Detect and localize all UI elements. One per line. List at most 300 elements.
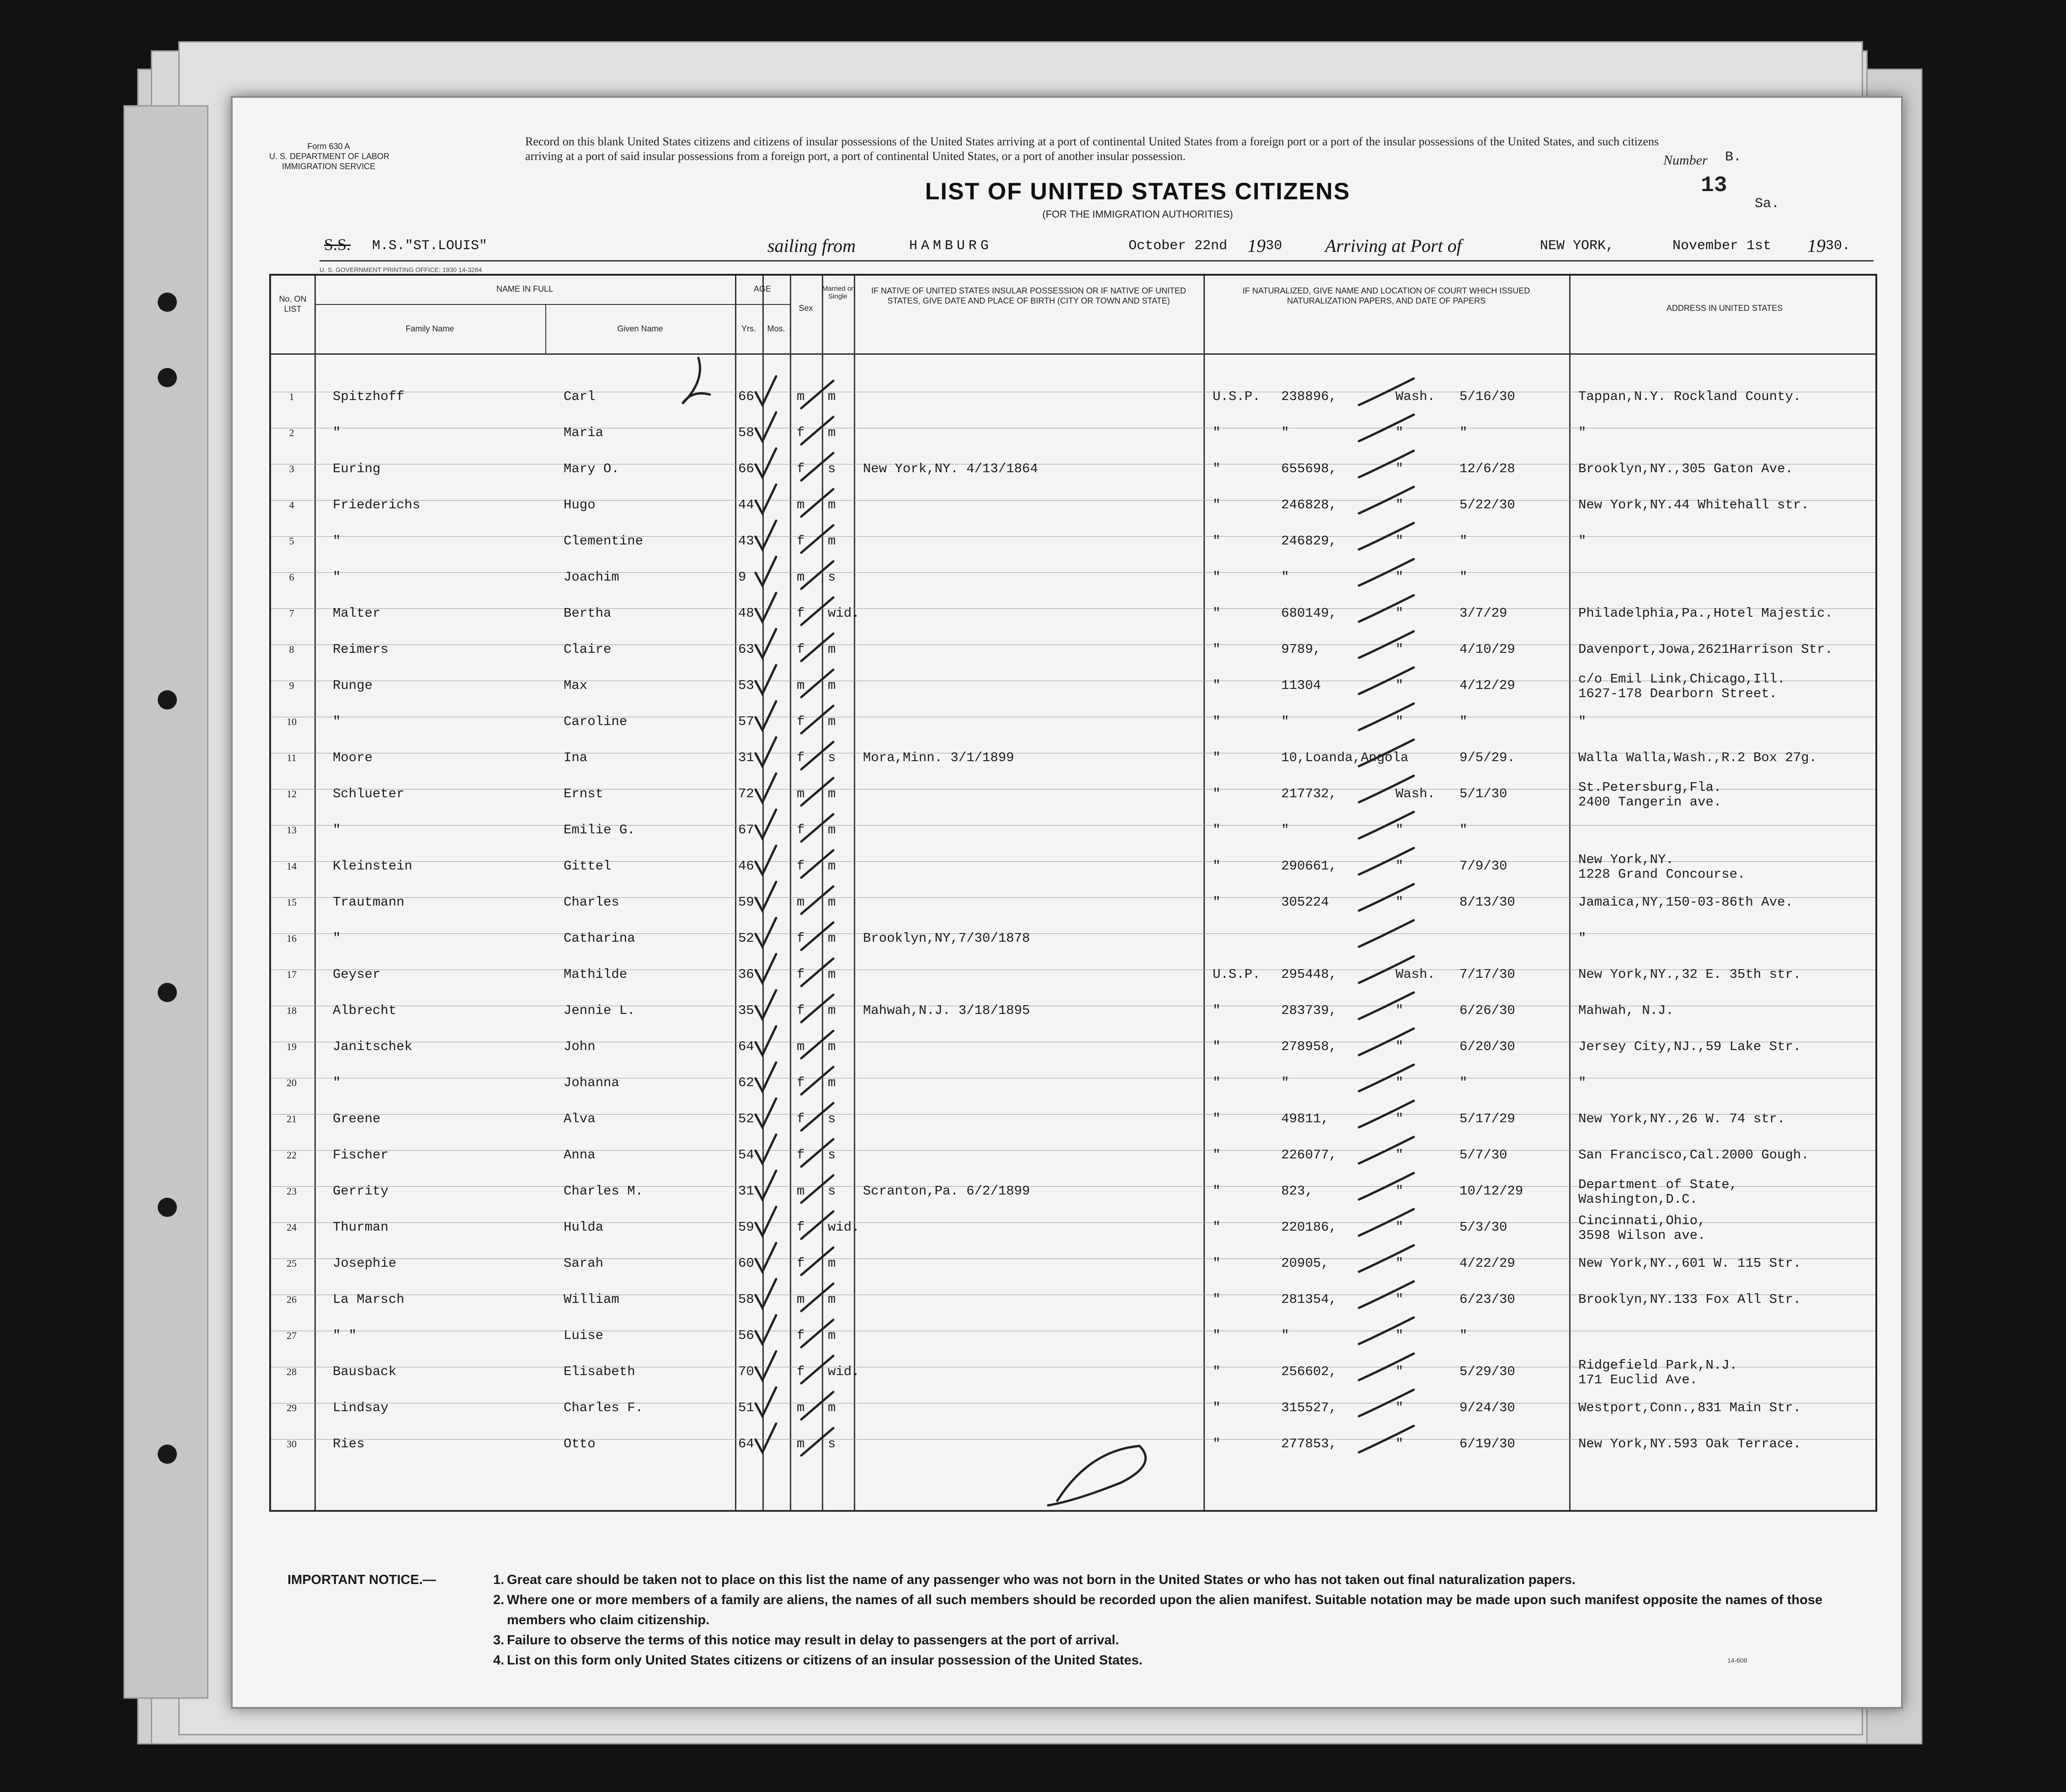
- cell-family: ": [333, 822, 341, 837]
- cell-no: 6: [289, 571, 294, 583]
- header-sex: Sex: [799, 304, 813, 313]
- cell-family: Gerrity: [333, 1184, 389, 1199]
- cell-given: Caroline: [564, 714, 628, 729]
- page-title: LIST OF UNITED STATES CITIZENS: [925, 178, 1351, 205]
- cell-sex: f: [797, 859, 805, 874]
- arrival-year-prefix: 19: [1807, 235, 1826, 256]
- cell-given: Sarah: [564, 1256, 604, 1271]
- cell-paper-date: 5/17/29: [1459, 1111, 1515, 1126]
- cell-age: 58: [738, 1292, 754, 1307]
- cell-marital: m: [828, 425, 836, 440]
- cell-given: Emilie G.: [564, 822, 635, 837]
- cell-family: Trautmann: [333, 895, 405, 910]
- cell-sex: m: [797, 1292, 805, 1307]
- cell-paper-date: 5/3/30: [1459, 1220, 1507, 1235]
- cell-paper-loc: ": [1395, 1111, 1404, 1126]
- checkmark: [756, 701, 776, 730]
- cell-age: 62: [738, 1075, 754, 1090]
- cell-birth: Mahwah,N.J. 3/18/1895: [863, 1003, 1030, 1018]
- cell-paper-loc: Wash.: [1395, 389, 1436, 404]
- checkmark: [756, 882, 776, 911]
- cell-paper-no: 315527,: [1281, 1400, 1337, 1415]
- cell-sex: f: [797, 750, 805, 765]
- cell-sex: f: [797, 1111, 805, 1126]
- cell-address1: Philadelphia,Pa.,Hotel Majestic.: [1578, 606, 1833, 621]
- checkmark: [756, 773, 776, 802]
- cell-court: ": [1213, 714, 1221, 729]
- cell-court: ": [1213, 1400, 1221, 1415]
- checkmark: [756, 737, 776, 766]
- cell-age: 48: [738, 606, 754, 621]
- cell-birth: Scranton,Pa. 6/2/1899: [863, 1184, 1030, 1199]
- cell-age: 64: [738, 1039, 754, 1054]
- cell-address1: New York,NY.: [1578, 852, 1674, 867]
- checkmark: [756, 1243, 776, 1272]
- cell-court: ": [1213, 1003, 1221, 1018]
- cell-court: ": [1213, 497, 1221, 512]
- header-name-in-full: NAME IN FULL: [496, 284, 554, 293]
- cell-given: Charles M.: [564, 1184, 644, 1199]
- cell-paper-loc: ": [1395, 1292, 1404, 1307]
- cell-marital: s: [828, 1184, 836, 1199]
- cell-paper-no: 246828,: [1281, 497, 1337, 512]
- cell-sex: m: [797, 497, 805, 512]
- cell-paper-loc: ": [1395, 1400, 1404, 1415]
- cell-no: 27: [287, 1330, 297, 1341]
- checkmark: [756, 665, 776, 694]
- number-label: Number: [1663, 153, 1708, 168]
- cell-address1: St.Petersburg,Fla.: [1578, 780, 1722, 795]
- header-age: AGE: [753, 284, 771, 293]
- cell-marital: m: [828, 822, 836, 837]
- sheet-number: 13: [1701, 173, 1727, 198]
- checkmark: [756, 412, 776, 441]
- cell-address1: Ridgefield Park,N.J.: [1578, 1358, 1738, 1373]
- cell-marital: m: [828, 497, 836, 512]
- cell-age: 66: [738, 389, 754, 404]
- port-from: HAMBURG: [909, 238, 993, 254]
- cell-given: John: [564, 1039, 596, 1054]
- binder-hole: [158, 1445, 177, 1464]
- cell-paper-no: 277853,: [1281, 1436, 1337, 1451]
- cell-birth: Brooklyn,NY,7/30/1878: [863, 931, 1030, 946]
- cell-sex: f: [797, 425, 805, 440]
- cell-marital: m: [828, 1292, 836, 1307]
- cell-given: Max: [564, 678, 588, 693]
- cell-given: Charles: [564, 895, 619, 910]
- cell-given: Mary O.: [564, 461, 619, 476]
- checkmark: [756, 1135, 776, 1163]
- cell-birth: Mora,Minn. 3/1/1899: [863, 750, 1014, 765]
- cell-age: 70: [738, 1364, 754, 1379]
- cell-sex: f: [797, 1256, 805, 1271]
- cell-marital: m: [828, 389, 836, 404]
- cell-paper-loc: ": [1395, 714, 1404, 729]
- cell-given: Ina: [564, 750, 588, 765]
- vessel-name: M.S."ST.LOUIS": [372, 238, 488, 254]
- cell-paper-no: ": [1281, 822, 1289, 837]
- checkmark: [756, 448, 776, 477]
- cell-paper-loc: ": [1395, 1328, 1404, 1343]
- cell-sex: f: [797, 1220, 805, 1235]
- cell-paper-date: ": [1459, 570, 1468, 585]
- cell-paper-no: 226077,: [1281, 1147, 1337, 1163]
- cell-family: Ries: [333, 1436, 365, 1451]
- cell-no: 7: [289, 608, 294, 619]
- cell-no: 4: [289, 499, 294, 511]
- cell-marital: m: [828, 1075, 836, 1090]
- cell-court: ": [1213, 1075, 1221, 1090]
- cell-paper-no: 305224: [1281, 895, 1329, 910]
- cell-no: 13: [287, 824, 297, 836]
- cell-family: ": [333, 1075, 341, 1090]
- checkmark: [756, 629, 776, 658]
- cell-age: 54: [738, 1147, 754, 1163]
- cell-sex: f: [797, 642, 805, 657]
- cell-paper-no: 220186,: [1281, 1220, 1337, 1235]
- cell-family: Fischer: [333, 1147, 389, 1163]
- manifest-page: [231, 96, 1903, 1709]
- cell-age: 59: [738, 895, 754, 910]
- cell-paper-loc: ": [1395, 570, 1404, 585]
- cell-paper-date: 5/29/30: [1459, 1364, 1515, 1379]
- cell-sex: f: [797, 714, 805, 729]
- cell-family: Moore: [333, 750, 373, 765]
- cell-paper-no: 238896,: [1281, 389, 1337, 404]
- cell-paper-no: 655698,: [1281, 461, 1337, 476]
- cell-court: ": [1213, 1111, 1221, 1126]
- cell-paper-no: 290661,: [1281, 859, 1337, 874]
- cell-marital: m: [828, 859, 836, 874]
- cell-address1: Brooklyn,NY.133 Fox All Str.: [1578, 1292, 1801, 1307]
- cell-no: 15: [287, 896, 297, 908]
- cell-family: Spitzhoff: [333, 389, 405, 404]
- cell-court: ": [1213, 1256, 1221, 1271]
- cell-family: ": [333, 533, 341, 549]
- cell-paper-date: 5/1/30: [1459, 786, 1507, 801]
- checkmark: [756, 846, 776, 875]
- checkmark: [756, 1424, 776, 1452]
- cell-paper-loc: Wash.: [1395, 786, 1436, 801]
- header-mos: Mos.: [767, 324, 785, 333]
- cell-family: Janitschek: [333, 1039, 413, 1054]
- cell-paper-loc: ": [1395, 1075, 1404, 1090]
- cell-marital: m: [828, 931, 836, 946]
- cell-address1: New York,NY.593 Oak Terrace.: [1578, 1436, 1801, 1451]
- arrival-year: 30.: [1826, 238, 1851, 254]
- cell-sex: f: [797, 967, 805, 982]
- cell-paper-date: ": [1459, 714, 1468, 729]
- cell-court: ": [1213, 1039, 1221, 1054]
- cell-age: 59: [738, 1220, 754, 1235]
- cell-paper-loc: ": [1395, 606, 1404, 621]
- cell-family: Kleinstein: [333, 859, 413, 874]
- cell-age: 72: [738, 786, 754, 801]
- cell-paper-loc: ": [1395, 642, 1404, 657]
- cell-marital: m: [828, 678, 836, 693]
- cell-family: ": [333, 714, 341, 729]
- cell-age: 46: [738, 859, 754, 874]
- cell-no: 1: [289, 391, 294, 402]
- checkmark: [756, 1062, 776, 1091]
- cell-family: Malter: [333, 606, 381, 621]
- cell-age: 43: [738, 533, 754, 549]
- cell-paper-loc: ": [1395, 859, 1404, 874]
- cell-age: 51: [738, 1400, 754, 1415]
- arrival-date: November 1st: [1672, 238, 1772, 254]
- cell-family: Euring: [333, 461, 381, 476]
- cell-address1: New York,NY.,32 E. 35th str.: [1578, 967, 1801, 982]
- cell-given: Maria: [564, 425, 604, 440]
- cell-paper-no: 256602,: [1281, 1364, 1337, 1379]
- cell-address1: Cincinnati,Ohio,: [1578, 1213, 1706, 1228]
- cell-paper-date: 7/9/30: [1459, 859, 1507, 874]
- cell-sex: f: [797, 1075, 805, 1090]
- checkmark: [756, 593, 776, 622]
- cell-address2: 1228 Grand Concourse.: [1578, 867, 1746, 882]
- cell-family: Bausback: [333, 1364, 397, 1379]
- cell-paper-date: ": [1459, 425, 1468, 440]
- cell-sex: m: [797, 1039, 805, 1054]
- cell-paper-date: ": [1459, 822, 1468, 837]
- cell-paper-no: 295448,: [1281, 967, 1337, 982]
- cell-family: Schlueter: [333, 786, 405, 801]
- cell-address1: Mahwah, N.J.: [1578, 1003, 1674, 1018]
- cell-age: 53: [738, 678, 754, 693]
- cell-no: 2: [289, 427, 294, 438]
- department: U. S. DEPARTMENT OF LABOR: [269, 152, 390, 161]
- cell-address1: New York,NY.44 Whitehall str.: [1578, 497, 1809, 512]
- cell-paper-loc: ": [1395, 533, 1404, 549]
- cell-sex: m: [797, 1184, 805, 1199]
- cell-given: Jennie L.: [564, 1003, 635, 1018]
- printer-note: U. S. GOVERNMENT PRINTING OFFICE: 1930 14-3284: [319, 266, 482, 273]
- cell-no: 28: [287, 1366, 297, 1377]
- cell-address1: Tappan,N.Y. Rockland County.: [1578, 389, 1801, 404]
- cell-paper-no: 680149,: [1281, 606, 1337, 621]
- binder-hole: [158, 293, 177, 312]
- cell-paper-loc: ": [1395, 1039, 1404, 1054]
- cell-no: 19: [287, 1041, 297, 1052]
- cell-address1: New York,NY.,601 W. 115 Str.: [1578, 1256, 1801, 1271]
- cell-address1: ": [1578, 931, 1587, 946]
- header-yrs: Yrs.: [741, 324, 756, 333]
- cell-age: 56: [738, 1328, 754, 1343]
- notice-item-number: 1.: [493, 1573, 505, 1587]
- cell-paper-date: 9/5/29.: [1459, 750, 1515, 765]
- cell-paper-loc: ": [1395, 1003, 1404, 1018]
- cell-address1: San Francisco,Cal.2000 Gough.: [1578, 1147, 1809, 1163]
- form-instructions: Record on this blank United States citizens and citizens of insular possessions of the United States arriving at a port of continental United States from a foreign port or a port of the insular possessions of the United States, and such citizens arriving at a port of said insular possessions from a foreign port, a port of continental United States, or a port of another insular possession.: [525, 135, 1659, 163]
- cell-paper-loc: ": [1395, 1436, 1404, 1451]
- cell-paper-date: 5/16/30: [1459, 389, 1515, 404]
- cell-address1: c/o Emil Link,Chicago,Ill.: [1578, 672, 1785, 687]
- cell-no: 9: [289, 680, 294, 691]
- cell-court: ": [1213, 1220, 1221, 1235]
- cell-marital: m: [828, 642, 836, 657]
- cell-sex: f: [797, 1003, 805, 1018]
- cell-family: Greene: [333, 1111, 381, 1126]
- cell-marital: m: [828, 967, 836, 982]
- cell-birth: New York,NY. 4/13/1864: [863, 461, 1038, 476]
- cell-address1: ": [1578, 533, 1587, 549]
- checkmark: [756, 1279, 776, 1308]
- cell-no: 18: [287, 1005, 297, 1016]
- cell-marital: m: [828, 1039, 836, 1054]
- cell-no: 21: [287, 1113, 297, 1125]
- cell-marital: m: [828, 714, 836, 729]
- cell-address2: 1627-178 Dearborn Street.: [1578, 686, 1778, 701]
- cell-address2: 171 Euclid Ave.: [1578, 1372, 1698, 1387]
- cell-court: ": [1213, 570, 1221, 585]
- cell-given: Johanna: [564, 1075, 619, 1090]
- cell-marital: m: [828, 533, 836, 549]
- cell-marital: m: [828, 1256, 836, 1271]
- cell-paper-date: 6/20/30: [1459, 1039, 1515, 1054]
- cell-paper-date: 10/12/29: [1459, 1184, 1523, 1199]
- cell-sex: f: [797, 1364, 805, 1379]
- cell-marital: m: [828, 895, 836, 910]
- cell-sex: m: [797, 389, 805, 404]
- cell-age: 52: [738, 931, 754, 946]
- cell-paper-no: 9789,: [1281, 642, 1321, 657]
- cell-given: Clementine: [564, 533, 644, 549]
- notice-item-text: Great care should be taken not to place on this list the name of any passenger who was not born in the United States or who has not taken out final naturalization papers.: [507, 1573, 1576, 1587]
- cell-age: 58: [738, 425, 754, 440]
- notice-item-text: Where one or more members of a family are aliens, the names of all such members should be recorded upon the alien manifest. Suitable notation may be made upon such manifest opposite the names of those members who claim citizenship.: [507, 1593, 1823, 1627]
- cell-given: William: [564, 1292, 619, 1307]
- cell-no: 3: [289, 463, 294, 475]
- cell-age: 52: [738, 1111, 754, 1126]
- checkmark: [756, 1026, 776, 1055]
- cell-court: ": [1213, 461, 1221, 476]
- cell-address1: ": [1578, 714, 1587, 729]
- cell-no: 16: [287, 933, 297, 944]
- cell-sex: f: [797, 1147, 805, 1163]
- cell-given: Hugo: [564, 497, 596, 512]
- cell-age: 35: [738, 1003, 754, 1018]
- cell-paper-no: 49811,: [1281, 1111, 1329, 1126]
- cell-family: Geyser: [333, 967, 381, 982]
- cell-marital: s: [828, 461, 836, 476]
- cell-address1: ": [1578, 1075, 1587, 1090]
- binder-hole: [158, 983, 177, 1002]
- cell-paper-date: ": [1459, 1328, 1468, 1343]
- cell-paper-no: ": [1281, 570, 1289, 585]
- cell-paper-no: ": [1281, 425, 1289, 440]
- cell-paper-loc: ": [1395, 461, 1404, 476]
- cell-age: 9: [738, 570, 746, 585]
- cell-given: Joachim: [564, 570, 619, 585]
- cell-court: ": [1213, 642, 1221, 657]
- cell-given: Luise: [564, 1328, 604, 1343]
- cell-court: ": [1213, 606, 1221, 621]
- cell-age: 63: [738, 642, 754, 657]
- cell-paper-date: 5/22/30: [1459, 497, 1515, 512]
- cell-family: Reimers: [333, 642, 389, 657]
- cell-marital: m: [828, 1400, 836, 1415]
- cell-sex: f: [797, 533, 805, 549]
- cell-paper-no: ": [1281, 1328, 1289, 1343]
- checkmark: [756, 1351, 776, 1380]
- checkmark: [756, 918, 776, 947]
- cell-given: Alva: [564, 1111, 596, 1126]
- cell-no: 20: [287, 1077, 297, 1088]
- sailing-from-label: sailing from: [767, 235, 856, 256]
- cell-given: Otto: [564, 1436, 596, 1451]
- notice-item-number: 2.: [493, 1593, 505, 1607]
- cell-given: Gittel: [564, 859, 612, 874]
- cell-sex: f: [797, 822, 805, 837]
- cell-paper-loc: ": [1395, 1364, 1404, 1379]
- header-given-name: Given Name: [617, 324, 663, 333]
- cell-no: 24: [287, 1221, 297, 1233]
- notice-item-number: 4.: [493, 1653, 505, 1668]
- notice-item-text: Failure to observe the terms of this notice may result in delay to passengers at the port of arrival.: [507, 1633, 1119, 1648]
- cell-given: Hulda: [564, 1220, 604, 1235]
- cell-age: 67: [738, 822, 754, 837]
- cell-age: 36: [738, 967, 754, 982]
- cell-marital: m: [828, 1003, 836, 1018]
- cell-paper-no: 217732,: [1281, 786, 1337, 801]
- cell-sex: f: [797, 461, 805, 476]
- cell-paper-date: 4/22/29: [1459, 1256, 1515, 1271]
- checkmark: [756, 376, 776, 405]
- notice-item-number: 3.: [493, 1633, 505, 1648]
- header-birth: IF NATIVE OF UNITED STATES INSULAR POSSESSION OR IF NATIVE OF UNITED STATES, GIVE DATE AND PLACE OF BIRTH (CITY OR TOWN AND STATE): [871, 286, 1186, 305]
- cell-marital: m: [828, 786, 836, 801]
- cell-no: 30: [287, 1438, 297, 1450]
- sheet-suffix: Sa.: [1755, 196, 1780, 212]
- cell-paper-no: 11304: [1281, 678, 1321, 693]
- cell-paper-date: 12/6/28: [1459, 461, 1515, 476]
- cell-age: 44: [738, 497, 754, 512]
- cell-paper-loc: ": [1395, 1184, 1404, 1199]
- cell-paper-loc: ": [1395, 425, 1404, 440]
- cell-family: Friederichs: [333, 497, 421, 512]
- cell-paper-no: 283739,: [1281, 1003, 1337, 1018]
- cell-paper-loc: ": [1395, 1220, 1404, 1235]
- cell-court: ": [1213, 895, 1221, 910]
- cell-address2: Washington,D.C.: [1578, 1192, 1698, 1207]
- checkmark: [756, 1099, 776, 1127]
- departure-year-prefix: 19: [1247, 235, 1266, 256]
- cell-court: ": [1213, 678, 1221, 693]
- cell-paper-date: 6/23/30: [1459, 1292, 1515, 1307]
- cell-court: ": [1213, 1364, 1221, 1379]
- cell-court: ": [1213, 1436, 1221, 1451]
- cell-sex: f: [797, 606, 805, 621]
- cell-court: ": [1213, 822, 1221, 837]
- cell-family: Albrecht: [333, 1003, 397, 1018]
- checkmark: [756, 521, 776, 549]
- cell-sex: m: [797, 786, 805, 801]
- cell-family: Lindsay: [333, 1400, 389, 1415]
- cell-paper-date: 5/7/30: [1459, 1147, 1507, 1163]
- cell-no: 29: [287, 1402, 297, 1413]
- cell-paper-loc: Wash.: [1395, 967, 1436, 982]
- departure-year: 30: [1266, 238, 1283, 254]
- cell-no: 10: [287, 716, 297, 727]
- cell-given: Mathilde: [564, 967, 628, 982]
- cell-family: Josephie: [333, 1256, 397, 1271]
- cell-no: 5: [289, 535, 294, 547]
- checkmark: [756, 954, 776, 983]
- cell-court: ": [1213, 1292, 1221, 1307]
- checkmark: [756, 810, 776, 838]
- header-address: ADDRESS IN UNITED STATES: [1666, 304, 1783, 313]
- cell-paper-date: 3/7/29: [1459, 606, 1507, 621]
